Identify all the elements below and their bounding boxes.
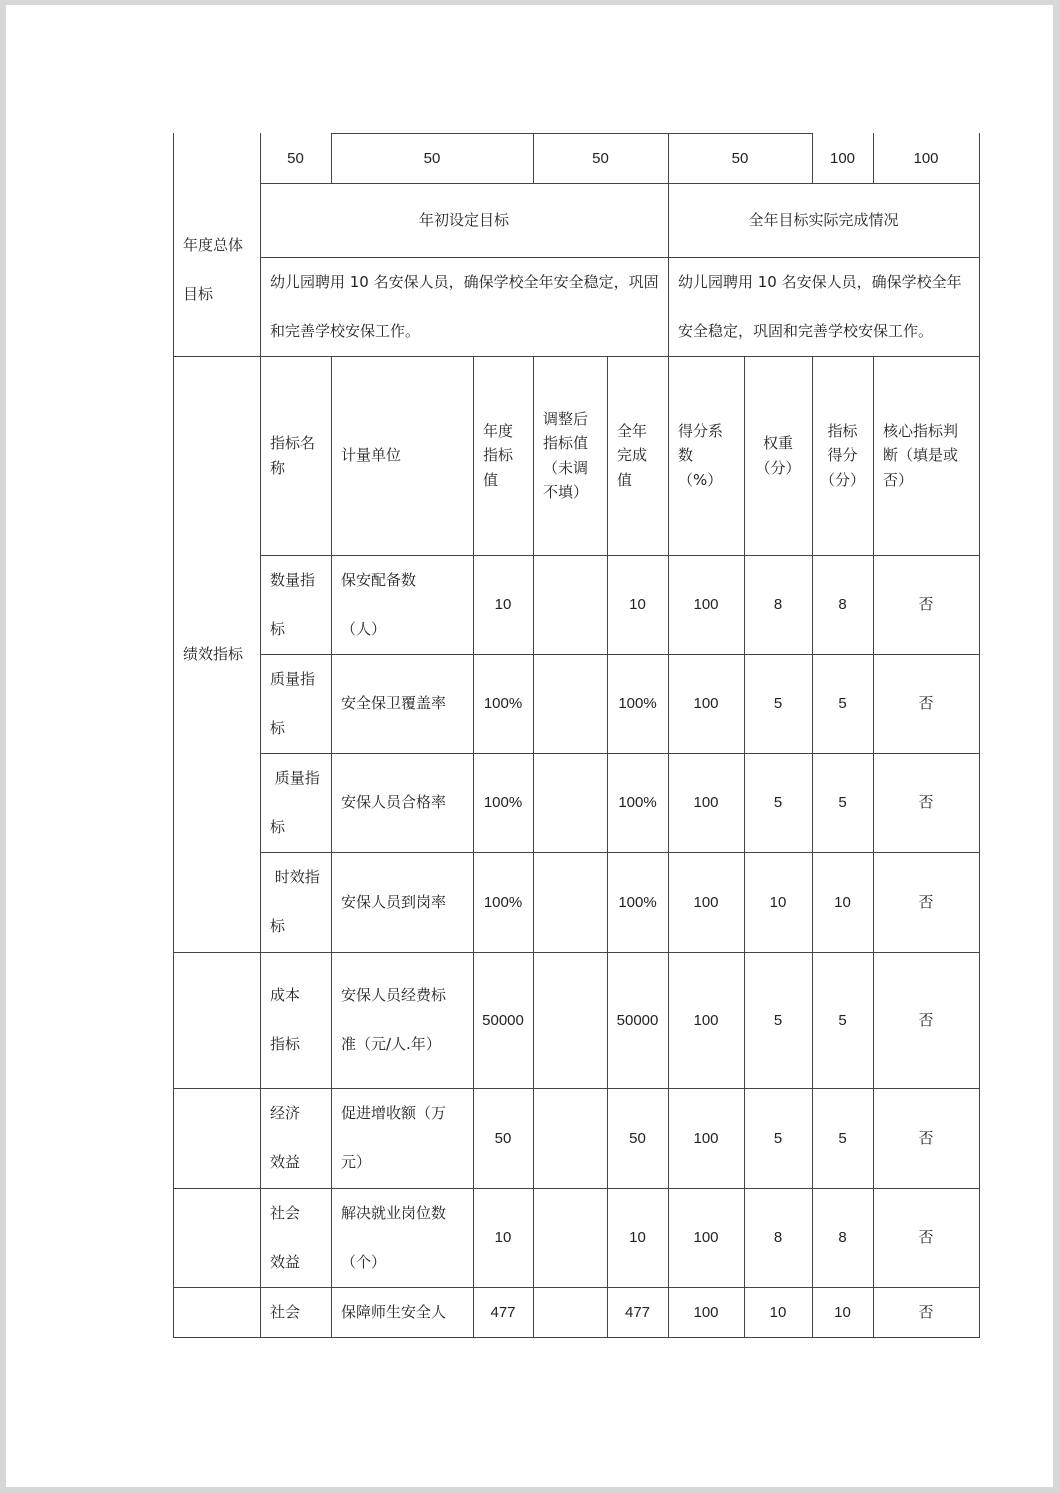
top-value-cell <box>873 133 979 183</box>
table-rule <box>173 133 174 1338</box>
core-indicator-cell-text: 否 <box>918 1128 934 1147</box>
table-rule <box>668 356 669 1338</box>
table-rule <box>173 952 980 953</box>
column-header-actual <box>607 356 668 555</box>
table-rule <box>812 133 813 184</box>
table-rule <box>173 1188 980 1189</box>
value-cell-weight-text: 10 <box>769 893 787 911</box>
top-value-cell-text: 50 <box>592 149 609 167</box>
value-cell-actual-text: 50000 <box>616 1011 659 1029</box>
value-cell-actual-text: 100% <box>618 893 657 911</box>
performance-indicator-label <box>173 356 260 952</box>
column-header-core-text: 核心指标判 断（填是或 否） <box>883 421 959 489</box>
value-cell-annual-text: 477 <box>490 1303 516 1321</box>
column-header-actual-text: 全年 完成 值 <box>617 421 648 489</box>
top-value-cell <box>331 133 533 183</box>
top-value-cell <box>812 133 873 183</box>
column-header-score <box>812 356 873 555</box>
indicator-name-cell-text: 数量指 标 <box>270 570 316 638</box>
core-indicator-cell <box>873 952 979 1088</box>
value-cell-weight <box>744 1287 812 1337</box>
actual-completion-text-text: 幼儿园聘用 10 名安保人员，确保学校全年安全稳定，巩固和完善学校安保工作。 <box>678 272 962 340</box>
value-cell-weight <box>744 852 812 952</box>
table-rule <box>260 183 980 184</box>
indicator-name-cell <box>260 852 331 952</box>
value-cell-actual <box>607 852 668 952</box>
table-rule <box>744 356 745 1338</box>
top-value-cell-text: 50 <box>423 149 441 167</box>
column-header-core <box>873 356 979 555</box>
column-header-unit <box>331 356 473 555</box>
value-cell-coef-text: 100 <box>693 695 719 712</box>
value-cell-coef <box>668 555 744 654</box>
value-cell-coef <box>668 1188 744 1287</box>
core-indicator-cell-text: 否 <box>918 694 934 712</box>
value-cell-annual-text: 50000 <box>482 1011 524 1029</box>
column-header-coef-text: 得分系 数 （%） <box>678 421 724 489</box>
value-cell-actual <box>607 952 668 1088</box>
value-cell-score <box>812 654 873 753</box>
value-cell-annual-text: 10 <box>494 596 512 613</box>
indicator-name-cell-text: 成本 指标 <box>270 986 301 1053</box>
indicator-name-cell-text: 经济 效益 <box>270 1104 301 1171</box>
value-cell-actual-text: 100% <box>618 794 657 811</box>
indicator-name-cell <box>260 654 331 753</box>
initial-target-text <box>260 257 668 356</box>
table-rule <box>331 133 332 184</box>
value-cell-coef <box>668 654 744 753</box>
value-cell-adjusted <box>533 1088 607 1188</box>
measurement-unit-cell-text: 安保人员合格率 <box>341 793 447 811</box>
value-cell-annual <box>473 1287 533 1337</box>
indicator-name-cell <box>260 1188 331 1287</box>
value-cell-adjusted <box>533 753 607 852</box>
indicator-name-cell-text: 社会 <box>270 1302 301 1321</box>
core-indicator-cell <box>873 1088 979 1188</box>
measurement-unit-cell <box>331 1088 473 1188</box>
column-header-annual-text: 年度 指标 值 <box>483 421 514 489</box>
measurement-unit-cell <box>331 852 473 952</box>
column-header-adjusted <box>533 356 607 555</box>
value-cell-actual-text: 50 <box>629 1129 646 1147</box>
value-cell-score <box>812 753 873 852</box>
table-rule <box>533 356 534 1338</box>
value-cell-weight <box>744 753 812 852</box>
annual-goal-label <box>173 183 260 356</box>
value-cell-weight <box>744 1088 812 1188</box>
value-cell-score-text: 10 <box>834 1303 851 1321</box>
value-cell-annual-text: 10 <box>494 1229 512 1246</box>
table-rule <box>260 257 980 258</box>
column-header-adjusted-text: 调整后 指标值 （未调 不填） <box>543 409 589 501</box>
measurement-unit-cell-text: 安保人员到岗率 <box>341 892 447 911</box>
initial-target-header-text: 年初设定目标 <box>418 210 509 229</box>
table-rule <box>173 1337 980 1338</box>
value-cell-coef-text: 100 <box>693 596 719 613</box>
value-cell-annual <box>473 1188 533 1287</box>
table-rule <box>260 852 980 853</box>
measurement-unit-cell-text: 安全保卫覆盖率 <box>341 694 447 712</box>
value-cell-weight-text: 5 <box>773 695 783 712</box>
value-cell-adjusted <box>533 555 607 654</box>
value-cell-actual-text: 10 <box>629 1229 646 1246</box>
measurement-unit-cell <box>331 654 473 753</box>
value-cell-coef <box>668 852 744 952</box>
column-header-coef <box>668 356 744 555</box>
value-cell-coef-text: 100 <box>693 1229 719 1246</box>
top-value-cell-text: 50 <box>731 149 749 167</box>
value-cell-actual <box>607 555 668 654</box>
value-cell-coef <box>668 952 744 1088</box>
value-cell-score-text: 10 <box>834 893 851 911</box>
value-cell-adjusted <box>533 852 607 952</box>
value-cell-score <box>812 852 873 952</box>
value-cell-annual <box>473 654 533 753</box>
indicator-name-cell <box>260 1088 331 1188</box>
top-value-cell-text: 100 <box>913 149 939 167</box>
value-cell-annual-text: 100% <box>483 794 523 811</box>
table-rule <box>331 356 332 1338</box>
table-rule <box>979 133 980 1338</box>
indicator-name-cell <box>260 753 331 852</box>
table-rule <box>260 133 261 1338</box>
value-cell-weight-text: 8 <box>773 596 783 613</box>
value-cell-score-text: 5 <box>838 794 847 811</box>
value-cell-score-text: 5 <box>838 1011 847 1029</box>
table-rule <box>812 356 813 1338</box>
value-cell-weight-text: 5 <box>773 1129 783 1147</box>
value-cell-actual <box>607 1088 668 1188</box>
value-cell-annual <box>473 753 533 852</box>
indicator-name-cell <box>260 1287 331 1337</box>
value-cell-weight-text: 5 <box>773 1011 783 1029</box>
value-cell-actual <box>607 753 668 852</box>
table-rule <box>873 133 874 184</box>
column-header-score-text: 指标 得分 （分） <box>819 421 865 489</box>
indicator-name-cell <box>260 952 331 1088</box>
table-rule <box>260 753 980 754</box>
value-cell-annual-text: 100% <box>483 695 523 712</box>
column-header-name-text: 指标名 称 <box>270 434 316 477</box>
value-cell-coef-text: 100 <box>693 1129 719 1147</box>
core-indicator-cell <box>873 555 979 654</box>
core-indicator-cell <box>873 753 979 852</box>
core-indicator-cell-text: 否 <box>918 793 934 811</box>
value-cell-annual <box>473 1088 533 1188</box>
table-rule <box>533 133 534 184</box>
annual-goal-label-text: 年度总体 目标 <box>183 235 244 303</box>
table-rule <box>260 555 980 556</box>
top-value-cell-text: 100 <box>829 149 856 167</box>
measurement-unit-cell-text: 保障师生安全人 <box>341 1302 447 1321</box>
document-page <box>6 5 1053 1487</box>
top-value-cell <box>533 133 668 183</box>
value-cell-coef-text: 100 <box>693 1011 719 1029</box>
measurement-unit-cell <box>331 952 473 1088</box>
measurement-unit-cell-text: 安保人员经费标 准（元/人.年） <box>341 986 447 1053</box>
value-cell-actual <box>607 1188 668 1287</box>
value-cell-weight-text: 10 <box>769 1303 787 1321</box>
value-cell-coef <box>668 1287 744 1337</box>
value-cell-actual-text: 477 <box>624 1303 651 1321</box>
measurement-unit-cell <box>331 1287 473 1337</box>
actual-completion-header-text: 全年目标实际完成情况 <box>748 210 899 229</box>
top-value-cell-text: 50 <box>287 149 304 167</box>
table-rule <box>260 654 980 655</box>
core-indicator-cell-text: 否 <box>918 892 934 911</box>
value-cell-weight <box>744 555 812 654</box>
value-cell-score <box>812 555 873 654</box>
table-rule <box>173 356 980 357</box>
column-header-annual <box>473 356 533 555</box>
indicator-name-cell-text: 时效指 标 <box>270 868 320 935</box>
value-cell-annual-text: 50 <box>494 1129 512 1147</box>
table-rule <box>173 1287 980 1288</box>
measurement-unit-cell <box>331 555 473 654</box>
value-cell-annual-text: 100% <box>483 893 523 911</box>
actual-completion-header <box>668 183 979 257</box>
value-cell-annual <box>473 952 533 1088</box>
value-cell-actual-text: 10 <box>629 596 646 613</box>
value-cell-coef <box>668 1088 744 1188</box>
value-cell-score-text: 5 <box>838 695 847 712</box>
table-rule <box>607 356 608 1338</box>
value-cell-score <box>812 1188 873 1287</box>
core-indicator-cell-text: 否 <box>918 1302 934 1321</box>
initial-target-header <box>260 183 668 257</box>
value-cell-score-text: 8 <box>838 1229 847 1246</box>
value-cell-annual <box>473 555 533 654</box>
value-cell-actual-text: 100% <box>618 695 657 712</box>
value-cell-score-text: 8 <box>838 596 847 613</box>
value-cell-score <box>812 1088 873 1188</box>
column-header-name <box>260 356 331 555</box>
value-cell-coef-text: 100 <box>693 1303 719 1321</box>
table-rule <box>668 133 669 184</box>
value-cell-weight <box>744 1188 812 1287</box>
value-cell-coef-text: 100 <box>693 893 719 911</box>
core-indicator-cell <box>873 1287 979 1337</box>
performance-indicator-label-text: 绩效指标 <box>183 644 244 663</box>
indicator-name-cell <box>260 555 331 654</box>
value-cell-actual <box>607 1287 668 1337</box>
column-header-weight-text: 权重 （分） <box>755 434 801 477</box>
value-cell-weight <box>744 654 812 753</box>
value-cell-annual <box>473 852 533 952</box>
value-cell-adjusted <box>533 952 607 1088</box>
measurement-unit-cell <box>331 1188 473 1287</box>
value-cell-score <box>812 952 873 1088</box>
value-cell-score-text: 5 <box>838 1129 847 1147</box>
value-cell-adjusted <box>533 1287 607 1337</box>
core-indicator-cell <box>873 1188 979 1287</box>
value-cell-score <box>812 1287 873 1337</box>
core-indicator-cell <box>873 852 979 952</box>
core-indicator-cell <box>873 654 979 753</box>
value-cell-weight-text: 8 <box>773 1229 783 1246</box>
top-value-cell <box>260 133 331 183</box>
measurement-unit-cell-text: 保安配备数 （人） <box>341 570 417 638</box>
table-rule <box>331 133 813 134</box>
core-indicator-cell-text: 否 <box>918 1010 934 1029</box>
column-header-weight <box>744 356 812 555</box>
indicator-name-cell-text: 质量指 标 <box>270 768 320 836</box>
table-rule <box>173 1088 980 1089</box>
table-rule <box>668 183 669 357</box>
table-rule <box>873 356 874 1338</box>
core-indicator-cell-text: 否 <box>918 595 934 613</box>
value-cell-adjusted <box>533 654 607 753</box>
measurement-unit-cell-text: 解决就业岗位数 （个） <box>341 1203 447 1271</box>
value-cell-adjusted <box>533 1188 607 1287</box>
initial-target-text-text: 幼儿园聘用 10 名安保人员，确保学校全年安全稳定，巩固和完善学校安保工作。 <box>270 272 659 340</box>
column-header-unit-text: 计量单位 <box>341 446 402 465</box>
value-cell-coef-text: 100 <box>693 794 719 811</box>
value-cell-weight <box>744 952 812 1088</box>
indicator-name-cell-text: 质量指 标 <box>270 669 316 737</box>
value-cell-weight-text: 5 <box>773 794 783 811</box>
table-rule <box>473 356 474 1338</box>
indicator-name-cell-text: 社会 效益 <box>270 1203 301 1271</box>
value-cell-actual <box>607 654 668 753</box>
measurement-unit-cell-text: 促进增收额（万 元） <box>341 1104 447 1171</box>
actual-completion-text <box>668 257 979 356</box>
value-cell-coef <box>668 753 744 852</box>
top-value-cell <box>668 133 812 183</box>
measurement-unit-cell <box>331 753 473 852</box>
core-indicator-cell-text: 否 <box>918 1228 934 1246</box>
